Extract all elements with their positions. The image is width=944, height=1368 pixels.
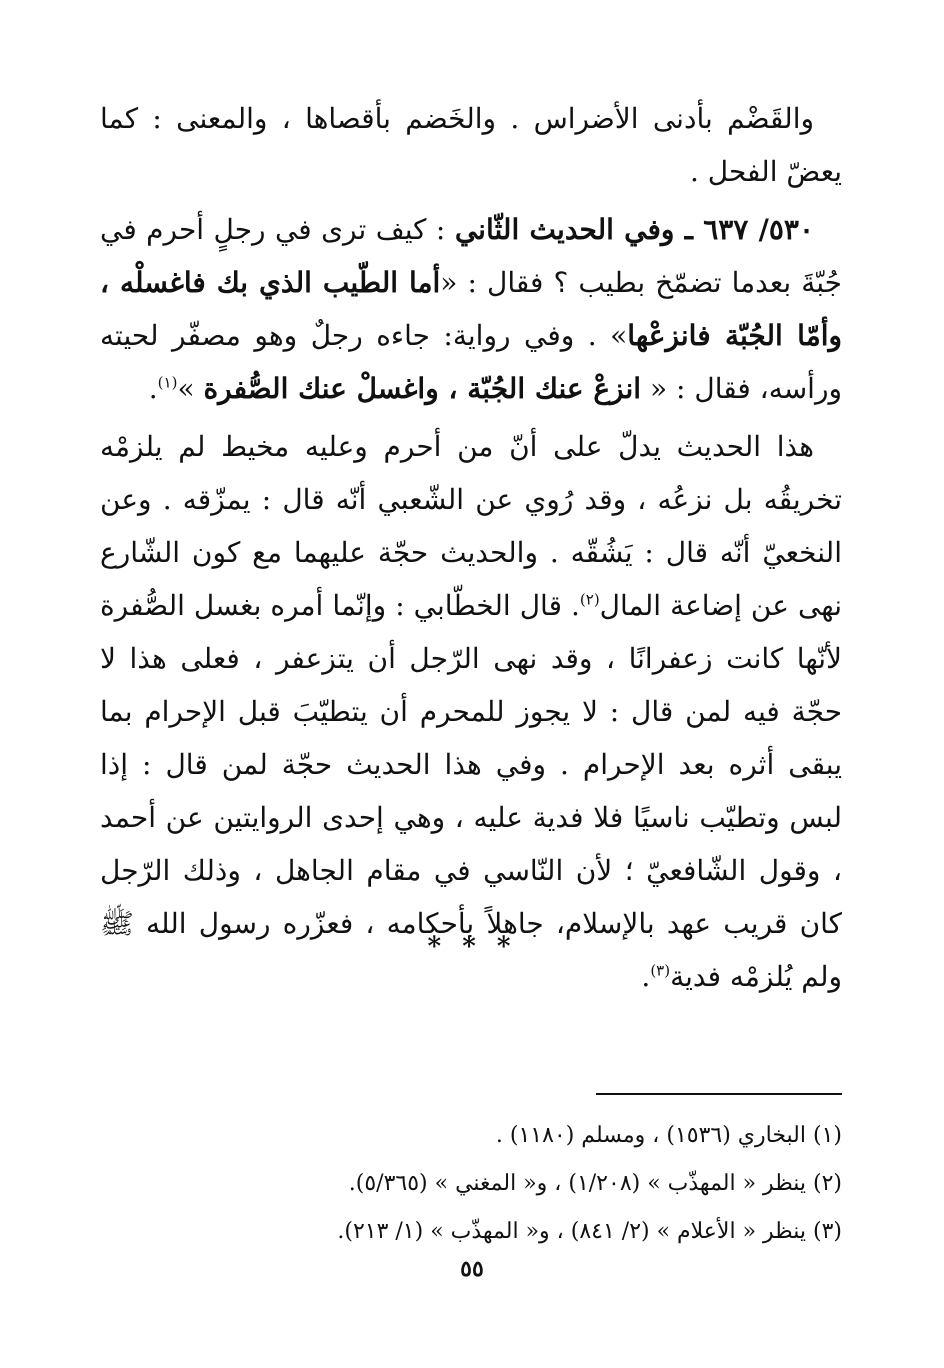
paragraph-hadith — [100, 203, 842, 415]
footnote-ref-3: (٣) — [650, 961, 671, 980]
hadith-quote-2: انزعْ عنك الجُبّة ، واغسلْ عنك الصُّفرة — [203, 372, 642, 405]
section-separator: * * * — [427, 932, 517, 962]
hadith-text-3: » — [177, 372, 204, 405]
hadith-text-2: » . وفي رواية: جاءه رجلٌ وهو مصفّر لحيته ورأسه، فقال : « — [100, 319, 842, 405]
page-number: ٥٥ — [460, 1256, 484, 1282]
commentary-text-2: . قال الخطّابي : وإنّما أمره بغسل الصُّفرة لأنّها كانت زعفرانًا ، وقد نهى الرّجل أن يتزعفر ، فعلى هذا لا حجّة فيه لمن قال : لا يجوز للمحرم أن يتطيّبَ قبل الإحرام بما يبقى أثره بعد الإحرام . وفي هذا الحديث حجّة لمن قال : إذا لبس وتطيّب ناسيًا فلا فدية عليه ، وهي إحدى الروايتين عن أحمد ، وقول الشّافعيّ ؛ لأن النّاسي في مقام الجاهل ، وذلك الرّجل كان قريب عهد بالإسلام، جاهلاً بأحكامه ، فعزّره رسول الله ﷺ ولم يُلزمْه فدية — [100, 589, 842, 993]
commentary-text-3: . — [641, 960, 651, 993]
hadith-text-1: : كيف ترى في رجلٍ أحرم في جُبّةَ بعدما تضمّخ بطيب ؟ فقال : « — [100, 213, 842, 299]
footnote-ref-1: (١) — [157, 373, 178, 392]
main-text — [100, 92, 842, 1003]
footnote-ref-2: (٢) — [579, 590, 600, 609]
paragraph-commentary — [100, 420, 842, 1003]
footnote-3: (٣) ينظر « الأعلام » (٢/ ٨٤١) ، و« المهذّب » (١/ ٢١٣). — [337, 1219, 842, 1244]
commentary-text-1: هذا الحديث يدلّ على أنّ من أحرم وعليه مخيط لم يلزمْه تخريقُه بل نزعُه ، وقد رُوي عن الشّعبي أنّه قال : يمزّقه . وعن النخعيّ أنّه قال : يَشُقّه . والحديث حجّة عليهما مع كون الشّارع نهى عن إضاعة المال — [100, 430, 842, 622]
footnote-2: (٢) ينظر « المهذّب » (١/٢٠٨) ، و« المغني » (٥/٣٦٥). — [348, 1171, 842, 1196]
footnote-1: (١) البخاري (١٥٣٦) ، ومسلم (١١٨٠) . — [495, 1123, 842, 1148]
hadith-number: ٥٣٠/ ٦٣٧ ـ وفي الحديث الثّاني — [454, 213, 814, 246]
footnotes — [200, 1112, 842, 1256]
hadith-quote-1: أما الطّيب الذي بك فاغسلْه ، وأمّا الجُبّة فانزعْها — [100, 266, 842, 352]
paragraph-definition: والقَضْم بأدنى الأضراس . والخَضم بأقصاها ، والمعنى : كما يعضّ الفحل . — [100, 102, 842, 188]
hadith-text-4: . — [148, 372, 158, 405]
footnote-divider — [596, 1093, 842, 1095]
